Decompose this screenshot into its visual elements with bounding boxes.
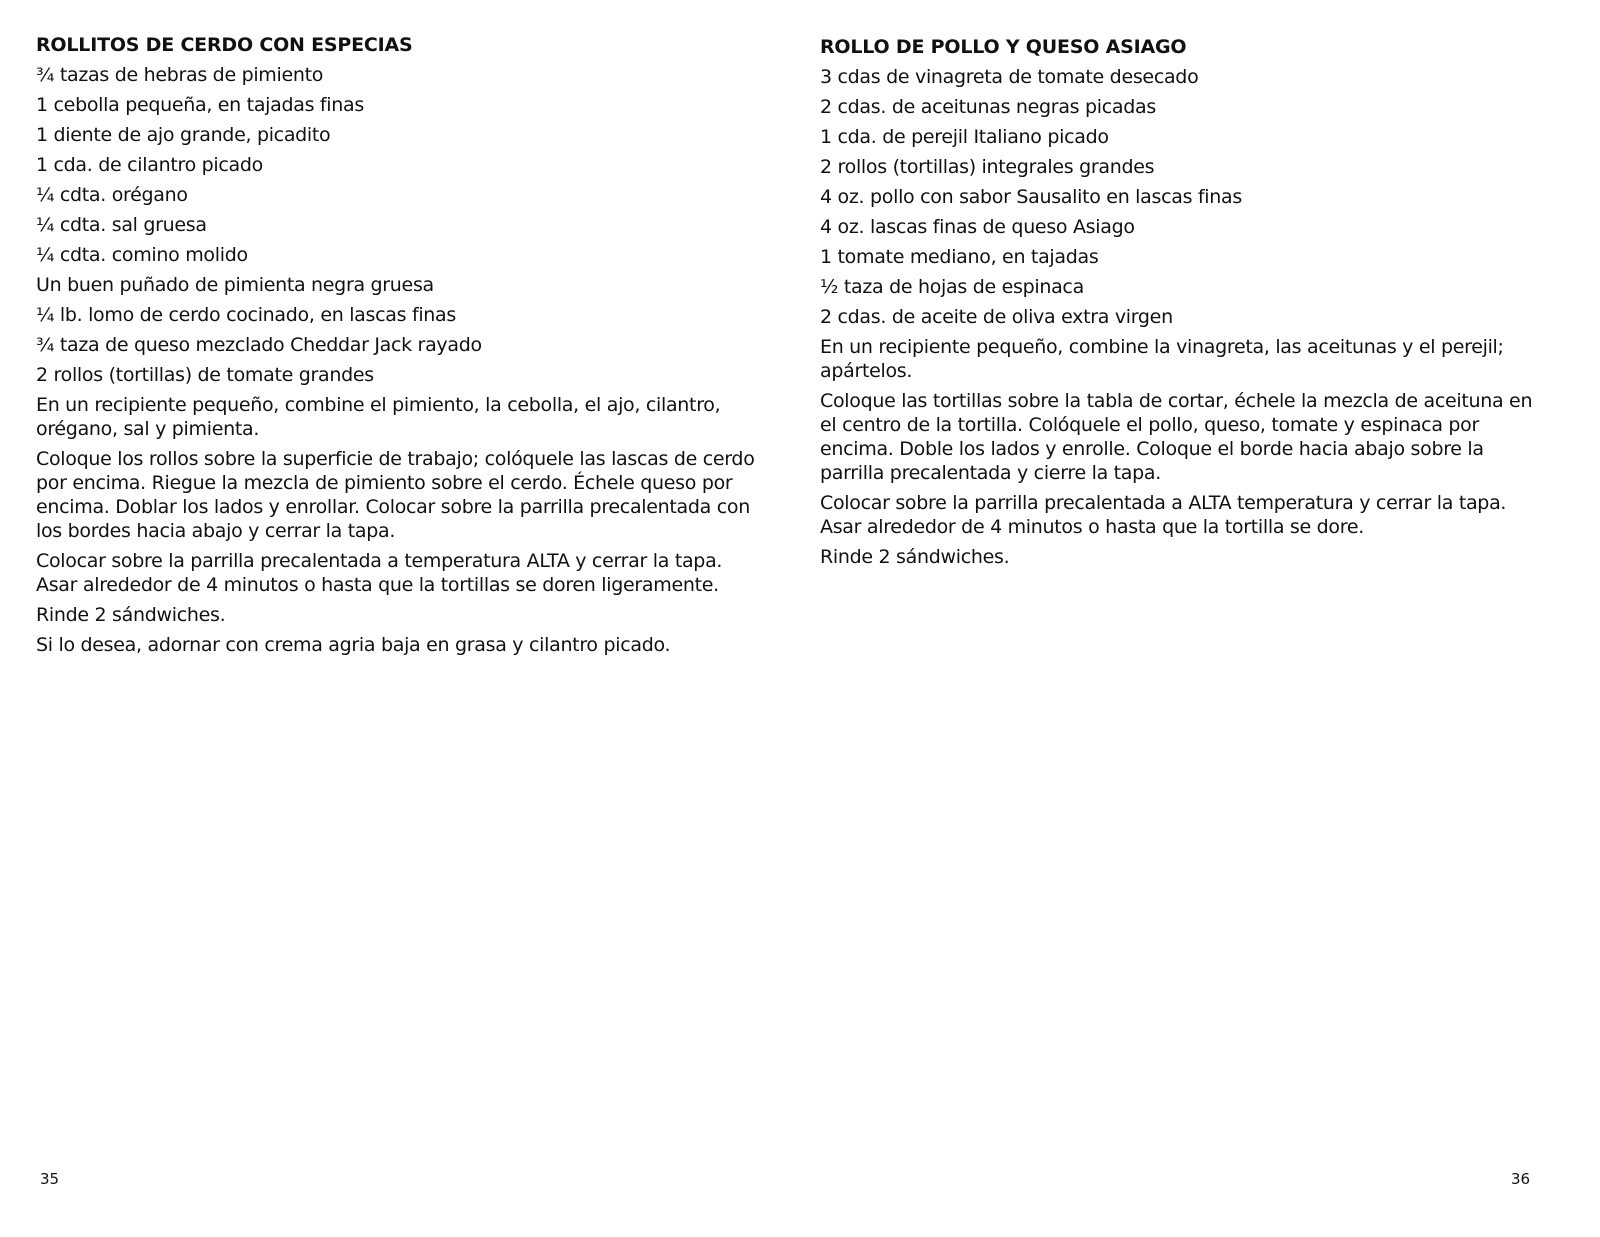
- ingredient-item: 2 cdas. de aceitunas negras picadas: [820, 96, 1156, 118]
- page-number: 35: [40, 1170, 60, 1188]
- ingredient-item: ¼ cdta. sal gruesa: [36, 214, 207, 236]
- ingredient-item: ½ taza de hojas de espinaca: [820, 276, 1084, 298]
- instruction-paragraph: Coloque las tortillas sobre la tabla de cortar, échele la mezcla de aceituna en el centro de la tortilla. Colóquele el pollo, queso, tomate y espinaca por encima. Doble los lados y enrolle. Coloque el borde hacia abajo sobre la parrilla precalentada y cierre la tapa.: [820, 390, 1533, 484]
- recipe-title: ROLLO DE POLLO Y QUESO ASIAGO: [820, 36, 1187, 58]
- ingredient-item: 1 cda. de cilantro picado: [36, 154, 263, 176]
- yield-text: Rinde 2 sándwiches.: [820, 546, 1010, 568]
- ingredient-item: 1 diente de ajo grande, picadito: [36, 124, 331, 146]
- instruction-paragraph: Colocar sobre la parrilla precalentada a temperatura ALTA y cerrar la tapa. Asar alrededor de 4 minutos o hasta que la tortillas se doren ligeramente.: [36, 550, 723, 596]
- ingredient-item: 4 oz. lascas finas de queso Asiago: [820, 216, 1135, 238]
- instruction-paragraph: En un recipiente pequeño, combine el pimiento, la cebolla, el ajo, cilantro, orégano, sal y pimienta.: [36, 394, 721, 440]
- recipe-pork-rolls: [36, 33, 766, 663]
- ingredient-item: ¼ cdta. comino molido: [36, 244, 248, 266]
- yield-text: Rinde 2 sándwiches.: [36, 604, 226, 626]
- ingredient-item: ¼ lb. lomo de cerdo cocinado, en lascas finas: [36, 304, 456, 326]
- ingredient-item: 3 cdas de vinagreta de tomate desecado: [820, 66, 1199, 88]
- garnish-note: Si lo desea, adornar con crema agria baja en grasa y cilantro picado.: [36, 634, 671, 656]
- page-number: 36: [1511, 1170, 1531, 1188]
- instruction-paragraph: Colocar sobre la parrilla precalentada a ALTA temperatura y cerrar la tapa. Asar alrededor de 4 minutos o hasta que la tortilla se dore.: [820, 492, 1507, 538]
- ingredient-item: 1 tomate mediano, en tajadas: [820, 246, 1099, 268]
- ingredient-list: [820, 65, 1550, 329]
- ingredient-item: ¾ tazas de hebras de pimiento: [36, 64, 324, 86]
- ingredient-item: 1 cda. de perejil Italiano picado: [820, 126, 1109, 148]
- instruction-paragraph: Coloque los rollos sobre la superficie de trabajo; colóquele las lascas de cerdo por encima. Riegue la mezcla de pimiento sobre el cerdo. Échele queso por encima. Doblar los lados y enrollar. Colocar sobre la parrilla precalentada con los bordes hacia abajo y cerrar la tapa.: [36, 448, 755, 542]
- recipe-title: ROLLITOS DE CERDO CON ESPECIAS: [36, 34, 413, 56]
- ingredient-item: 2 rollos (tortillas) integrales grandes: [820, 156, 1155, 178]
- ingredient-item: ¾ taza de queso mezclado Cheddar Jack rayado: [36, 334, 482, 356]
- ingredient-item: 2 cdas. de aceite de oliva extra virgen: [820, 306, 1173, 328]
- ingredient-item: 1 cebolla pequeña, en tajadas finas: [36, 94, 364, 116]
- ingredient-list: [36, 63, 766, 387]
- recipe-chicken-asiago-roll: [820, 35, 1550, 575]
- ingredient-item: 4 oz. pollo con sabor Sausalito en lascas finas: [820, 186, 1242, 208]
- ingredient-item: ¼ cdta. orégano: [36, 184, 188, 206]
- right-page: [800, 0, 1600, 1237]
- instruction-paragraph: En un recipiente pequeño, combine la vinagreta, las aceitunas y el perejil; apártelos.: [820, 336, 1504, 382]
- ingredient-item: Un buen puñado de pimienta negra gruesa: [36, 274, 434, 296]
- ingredient-item: 2 rollos (tortillas) de tomate grandes: [36, 364, 374, 386]
